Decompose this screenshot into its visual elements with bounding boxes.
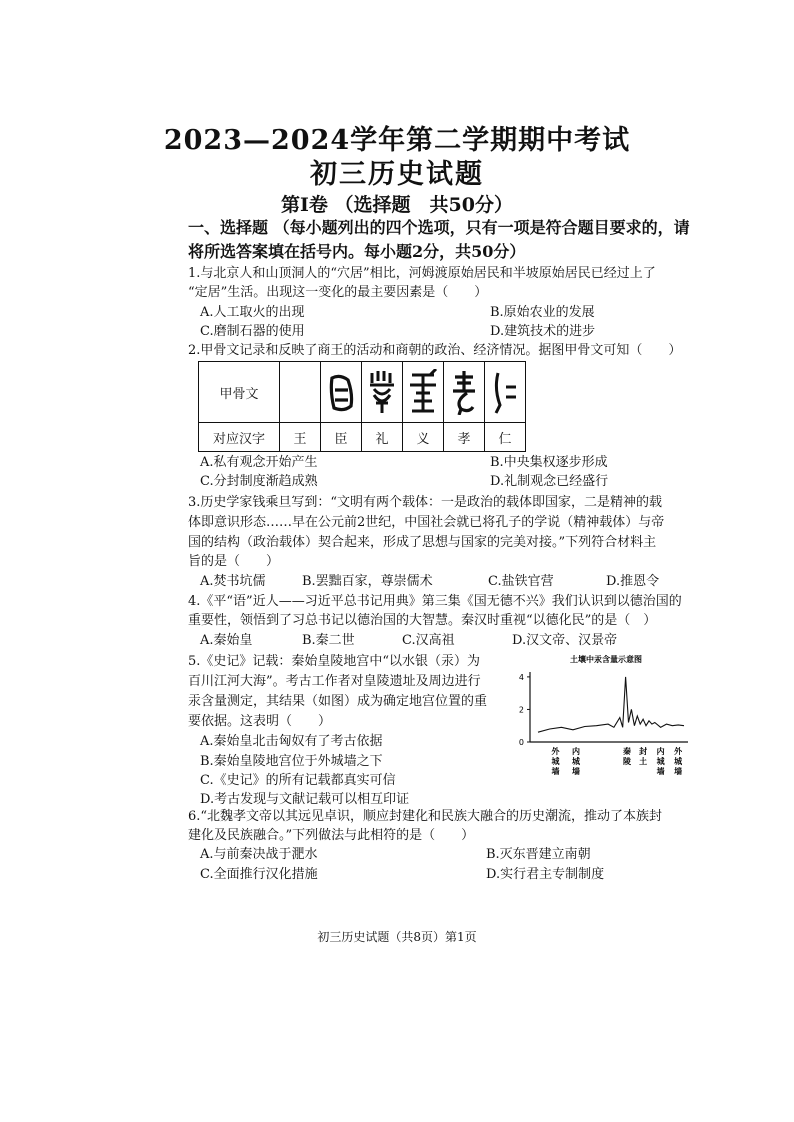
q6-option-d: D.实行君主专制制度 <box>486 867 605 882</box>
chart-title: 土壤中汞含量示意图 <box>570 655 642 664</box>
q1-option-d: D.建筑技术的进步 <box>490 324 596 339</box>
q4-option-d: D.汉文帝、汉景帝 <box>512 633 618 648</box>
x-category-label: 外城墙 <box>674 747 683 776</box>
q6-stem-line1: 6.“北魏孝文帝以其远见卓识，顺应封建化和民族大融合的历史潮流，推动了本族封 <box>188 809 663 824</box>
q5-stem-line3: 汞含量测定，其结果（如图）成为确定地宫位置的重 <box>188 694 488 709</box>
hanzi-cell: 臣 <box>321 423 362 452</box>
q1-option-a: A.人工取火的出现 <box>200 305 305 320</box>
q5-stem-line1: 5.《史记》记载：秦始皇陵地宫中“以水银（汞）为 <box>188 654 481 669</box>
x-category-label: 内城墙 <box>656 747 665 776</box>
q1-stem-line2: “定居”生活。出现这一变化的最主要因素是（ ） <box>188 285 488 300</box>
mercury-series-line <box>538 677 684 732</box>
q3-stem-line4: 旨的是（ ） <box>188 554 280 569</box>
q6-stem-line2: 建化及民族融合。”下列做法与此相符的是（ ） <box>188 828 475 843</box>
oracle-glyph-li-icon <box>362 362 403 423</box>
volume-title: 第Ⅰ卷 （选择题 共50分） <box>281 194 513 216</box>
q4-stem-line2: 重要性，领悟到了习总书记以德治国的大智慧。秦汉时重视“以德化民”的是（ ） <box>188 613 657 628</box>
q3-stem-line3: 国的结构（政治载体）契合起来，形成了思想与国家的完美对接。”下列符合材料主 <box>188 535 657 550</box>
q5-option-b: B.秦始皇陵地宫位于外城墙之下 <box>200 754 383 769</box>
exam-subject-title: 初三历史试题 <box>310 159 484 190</box>
q2-option-a: A.私有观念开始产生 <box>200 455 318 470</box>
q6-option-c: C.全面推行汉化措施 <box>200 867 318 882</box>
q5-option-a: A.秦始皇北击匈奴有了考古依据 <box>200 734 383 749</box>
hanzi-cell: 仁 <box>485 423 526 452</box>
oracle-bone-table <box>198 361 526 452</box>
q5-option-d: D.考古发现与文献记载可以相互印证 <box>200 792 410 807</box>
x-category-label: 封土 <box>639 747 648 766</box>
hanzi-cell: 王 <box>280 423 321 452</box>
hanzi-cell: 孝 <box>444 423 485 452</box>
hanzi-cell: 礼 <box>362 423 403 452</box>
q1-stem-line1: 1.与北京人和山顶洞人的“穴居”相比，河姆渡原始居民和半坡原始居民已经过上了 <box>188 266 656 281</box>
q3-option-b: B.罢黜百家，尊崇儒术 <box>302 574 433 589</box>
q3-option-a: A.焚书坑儒 <box>200 574 266 589</box>
q3-option-d: D.推恩令 <box>606 574 660 589</box>
q3-stem-line1: 3.历史学家钱乘旦写到：“文明有两个载体：一是政治的载体即国家，二是精神的载 <box>188 495 663 510</box>
x-category-label: 内城墙 <box>571 747 580 776</box>
q5-stem-line2: 百川江河大海”。考古工作者对皇陵遗址及周边进行 <box>188 674 481 689</box>
oracle-row-label: 甲骨文 <box>199 362 280 423</box>
q6-option-a: A.与前秦决战于淝水 <box>200 847 318 862</box>
hanzi-row-label: 对应汉字 <box>199 423 280 452</box>
x-category-label: 秦陵 <box>623 747 632 766</box>
q4-option-a: A.秦始皇 <box>200 633 253 648</box>
q2-option-d: D.礼制观念已经盛行 <box>490 474 609 489</box>
y-tick-label: 0 <box>518 738 524 747</box>
q4-option-c: C.汉高祖 <box>402 633 455 648</box>
q2-stem-line1: 2.甲骨文记录和反映了商王的活动和商朝的政治、经济情况。据图甲骨文可知（ ） <box>188 343 682 358</box>
oracle-glyph-yi-icon <box>403 362 444 423</box>
q4-stem-line1: 4.《平“语”近人——习近平总书记用典》第三集《国无德不兴》我们认识到以德治国的 <box>188 594 682 609</box>
q2-option-c: C.分封制度渐趋成熟 <box>200 474 318 489</box>
y-tick-label: 4 <box>518 672 524 682</box>
q1-option-b: B.原始农业的发展 <box>490 305 595 320</box>
y-tick-label: 2 <box>518 705 524 715</box>
page-footer: 初三历史试题（共8页）第1页 <box>317 930 477 944</box>
q3-option-c: C.盐铁官营 <box>488 574 554 589</box>
oracle-glyph-xiao-icon <box>444 362 485 423</box>
hanzi-cell: 义 <box>403 423 444 452</box>
x-category-label: 外城墙 <box>551 747 560 776</box>
oracle-glyph-ren-icon <box>485 362 526 423</box>
q6-option-b: B.灭东晋建立南朝 <box>486 847 591 862</box>
q5-stem-line4: 要依据。这表明（ ） <box>188 714 332 729</box>
q1-option-c: C.磨制石器的使用 <box>200 324 305 339</box>
q3-stem-line2: 体即意识形态……早在公元前2世纪，中国社会就已将孔子的学说（精神载体）与帝 <box>188 515 665 530</box>
section-heading-line1: 一、选择题 （每小题列出的四个选项，只有一项是符合题目要求的，请 <box>188 218 690 237</box>
mercury-chart <box>506 650 696 790</box>
q2-option-b: B.中央集权逐步形成 <box>490 455 608 470</box>
oracle-cell-wang <box>280 362 321 423</box>
q5-option-c: C.《史记》的所有记载都真实可信 <box>200 773 396 788</box>
q4-option-b: B.秦二世 <box>302 633 355 648</box>
oracle-glyph-chen-icon <box>321 362 362 423</box>
exam-title: 2023—2024学年第二学期期中考试 <box>163 125 631 156</box>
section-heading-line2: 将所选答案填在括号内。每小题2分，共50分） <box>188 242 526 261</box>
mercury-chart-svg <box>506 650 696 790</box>
